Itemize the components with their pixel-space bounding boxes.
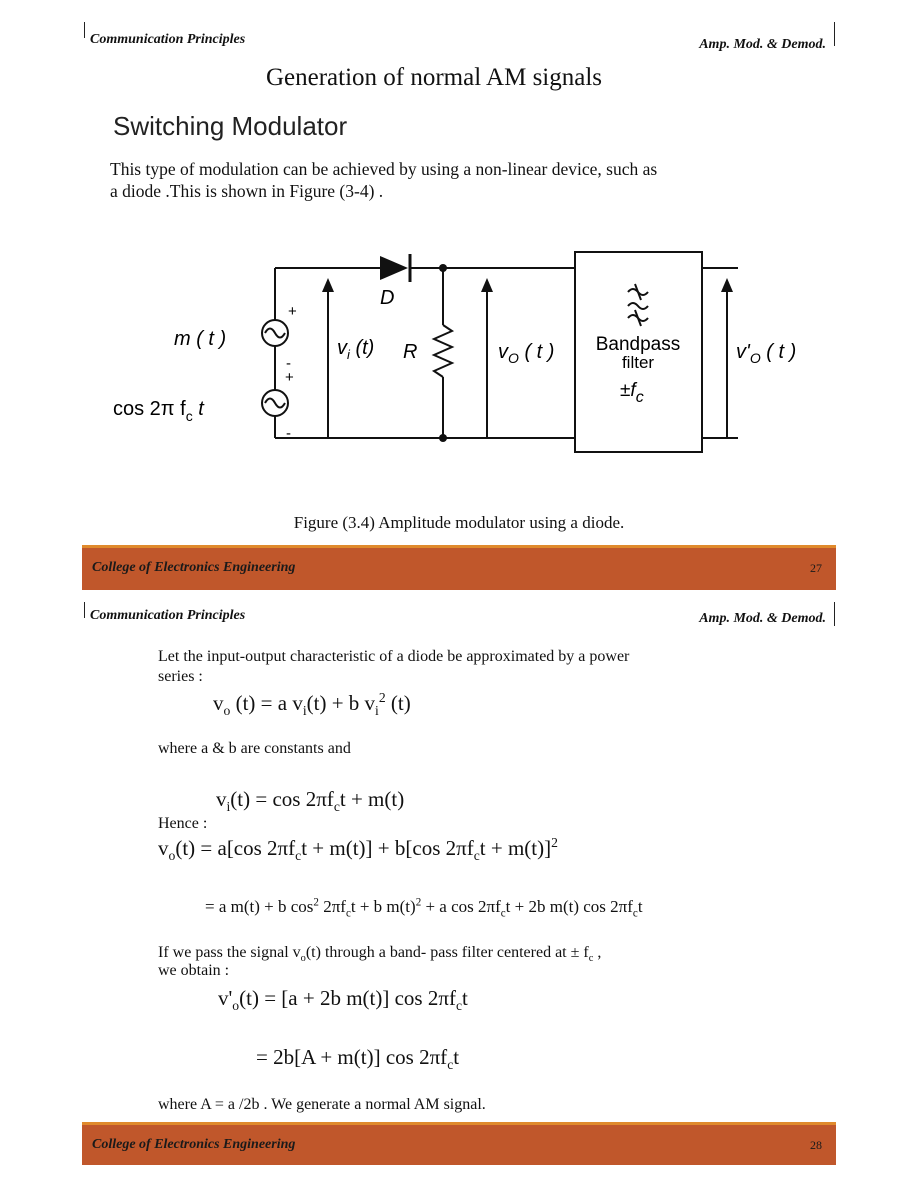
junction-dot [439, 434, 447, 442]
corner-mark [84, 602, 85, 618]
conclusion-text: where A = a /2b . We generate a normal AM signal. [158, 1096, 486, 1113]
sine-wave-icon [265, 329, 285, 338]
filter-text: If we pass the signal $v_o(t)$ through a band- pass filter centered at ± $f_c$ , [158, 944, 602, 965]
page-27 [0, 0, 918, 592]
header-left: Communication Principles [90, 608, 246, 623]
constants-text: where a & b are constants and [158, 740, 351, 757]
corner-mark [834, 602, 835, 626]
hence-text: Hence : [158, 815, 208, 832]
obtain-text: we obtain : [158, 962, 230, 979]
source-cos-label: cos 2π $f_c$ t [113, 398, 204, 424]
switching-modulator-circuit [0, 240, 918, 470]
page-28 [0, 596, 918, 1188]
footer-college: College of Electronics Engineering [92, 1137, 296, 1152]
diode-label: D [380, 287, 395, 309]
equation-output: $v_o(t) = a[\cos$ $2\pi f_ct + m(t)] + b[\cos$ $2\pi f_ct + m(t)]^2$ [158, 835, 558, 864]
arrowhead [322, 278, 334, 292]
plus-sign: + [288, 303, 297, 320]
vout-label: $v'_O$ ( t ) [736, 341, 797, 366]
intro-paragraph [110, 158, 657, 202]
corner-mark [834, 22, 835, 46]
page-footer [82, 1122, 836, 1165]
resistor-icon [434, 325, 452, 377]
tilde-strike [635, 284, 641, 300]
page-number: 27 [810, 561, 822, 575]
paragraph-line: a diode .This is shown in Figure (3-4) . [110, 181, 384, 201]
intro-line: Let the input-output characteristic of a diode be approximated by a power [158, 648, 630, 665]
vi-label: $v_i$ (t) [337, 337, 375, 362]
corner-mark [84, 22, 85, 38]
vo-label: $v_O$ ( t ) [498, 341, 555, 366]
resistor-label: R [403, 341, 418, 363]
minus-sign: - [286, 425, 291, 442]
page-number: 28 [810, 1138, 822, 1152]
equation-power-series: $v_o$ (t) = a $v_i(t) + b$ $v_i^2$ (t) [213, 690, 411, 719]
header-right: Amp. Mod. & Demod. [699, 611, 826, 626]
junction-dot [439, 264, 447, 272]
equation-am-signal: = 2b[A + m(t)] $\cos 2\pi f_ct$ [256, 1045, 460, 1073]
intro-line: series : [158, 668, 203, 685]
page-footer [82, 545, 836, 590]
tilde-strike [635, 310, 641, 326]
center-frequency-label: $\pm f_c$ [620, 380, 644, 406]
equation-expanded: = a m(t) + b $\cos^2 2\pi f_ct + b$ $m(t)^2 + a$ $\cos 2\pi f_ct + 2b$ m(t) $\cos 2\pi f_ct$ [205, 896, 643, 920]
plus-sign: + [285, 369, 294, 386]
equation-input: $v_i(t) = \cos 2\pi f_ct + m(t)$ [216, 787, 405, 815]
bandpass-label: Bandpass [595, 334, 681, 355]
minus-sign: - [286, 355, 291, 372]
diode-icon [380, 256, 408, 280]
footer-college: College of Electronics Engineering [92, 560, 296, 575]
arrowhead [721, 278, 733, 292]
equation-filtered: $v'_o(t) = [a + 2b$ m(t)] $\cos 2\pi f_ct$ [218, 986, 468, 1014]
page-title: Generation of normal AM signals [265, 64, 603, 91]
tilde-icon [628, 303, 648, 309]
filter-label: filter [621, 353, 655, 372]
header-right: Amp. Mod. & Demod. [699, 37, 826, 52]
sine-wave-icon [265, 399, 285, 408]
figure-caption: Figure (3.4) Amplitude modulator using a diode. [293, 513, 625, 532]
source-m-label: m ( t ) [174, 328, 227, 350]
paragraph-line: This type of modulation can be achieved by using a non-linear device, such as [110, 159, 658, 179]
header-left: Communication Principles [90, 32, 246, 47]
arrowhead [481, 278, 493, 292]
section-subtitle: Switching Modulator [113, 111, 348, 141]
